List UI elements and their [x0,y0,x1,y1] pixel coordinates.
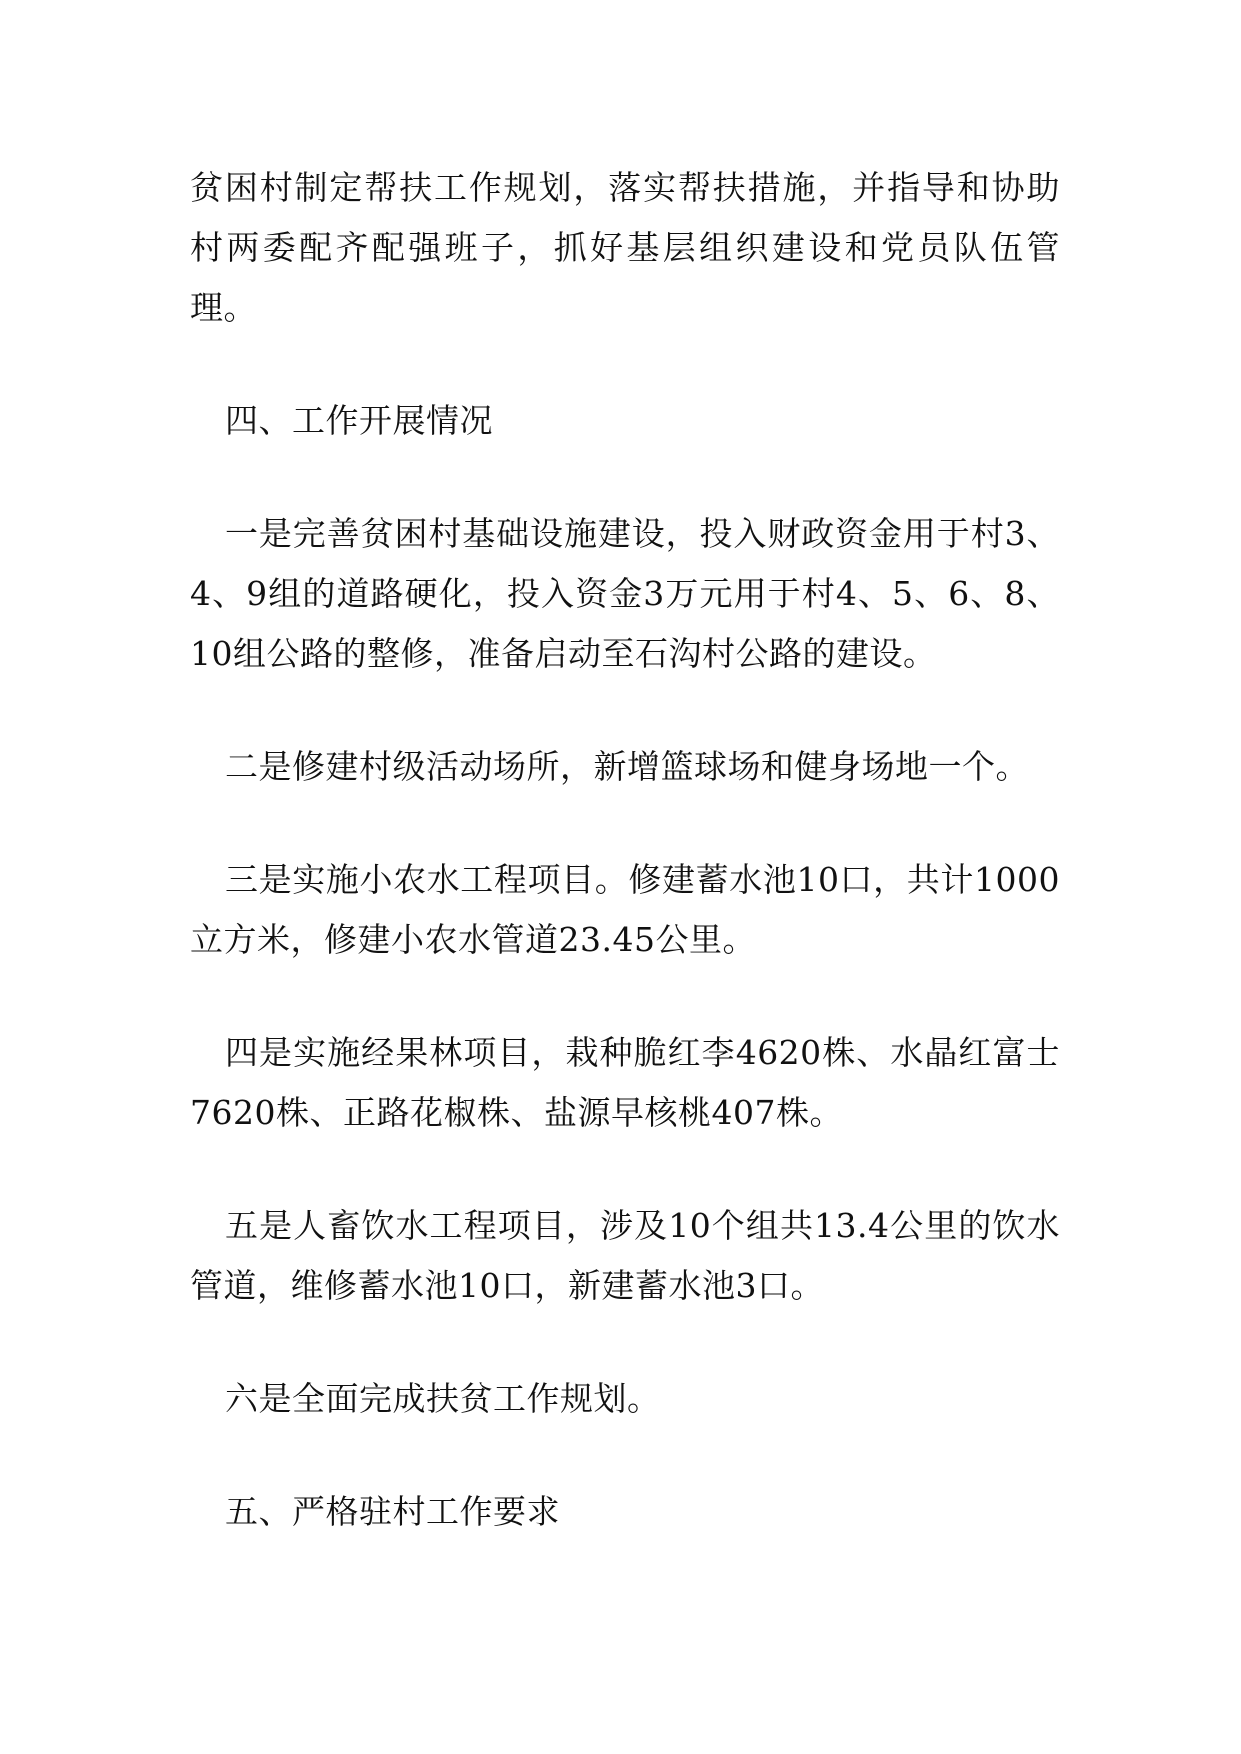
paragraph-drinking-water-project: 五是人畜饮水工程项目，涉及10个组共13.4公里的饮水管道，维修蓄水池10口，新建蓄水池3口。 [190,1206,1060,1305]
section-heading-work-requirements: 五、严格驻村工作要求 [225,1492,560,1531]
document-body [190,158,1060,1595]
paragraph-continuation: 贫困村制定帮扶工作规划，落实帮扶措施，并指导和协助村两委配齐配强班子，抓好基层组织建设和党员队伍管理。 [190,168,1060,327]
paragraph-poverty-plan: 六是全面完成扶贫工作规划。 [225,1379,661,1418]
section-heading-work-progress: 四、工作开展情况 [225,401,493,440]
paragraph-infrastructure: 一是完善贫困村基础设施建设，投入财政资金用于村3、4、9组的道路硬化，投入资金3万元用于村4、5、6、8、10组公路的整修，准备启动至石沟村公路的建设。 [190,514,1060,673]
paragraph-irrigation-project: 三是实施小农水工程项目。修建蓄水池10口，共计1000立方米，修建小农水管道23.45公里。 [190,860,1060,959]
paragraph-activity-venue: 二是修建村级活动场所，新增篮球场和健身场地一个。 [225,747,1029,786]
paragraph-orchard-project: 四是实施经果林项目，栽种脆红李4620株、水晶红富士7620株、正路花椒株、盐源早核桃407株。 [190,1033,1060,1132]
